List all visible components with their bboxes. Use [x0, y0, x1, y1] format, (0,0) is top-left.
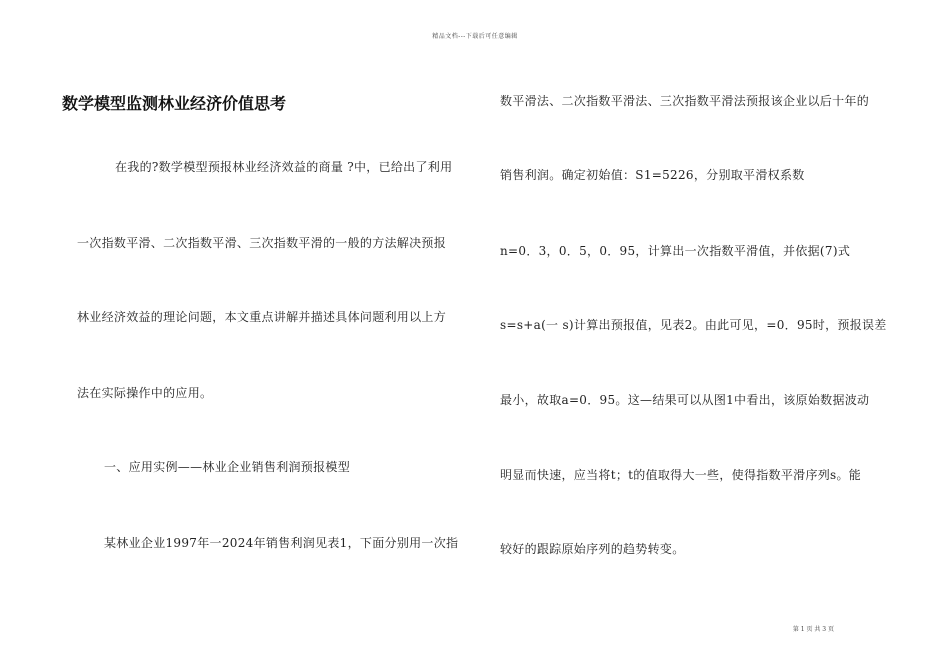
paragraph-line: 林业经济效益的理论问题，本文重点讲解并描述具体问题利用以上方	[77, 310, 447, 324]
paragraph-line: 法在实际操作中的应用。	[77, 386, 213, 400]
paragraph-line: 在我的?数学模型预报林业经济效益的商量 ?中，已给出了利用	[115, 160, 453, 174]
page-number: 第 1 页 共 3 页	[792, 626, 834, 633]
paragraph-line: 明显而快速，应当将t；t的值取得大一些，使得指数平滑序列s。能	[500, 468, 862, 482]
paragraph-line: 某林业企业1997年一2024年销售利润见表1，下面分别用一次指	[104, 536, 459, 550]
paragraph-line: 销售利润。确定初始值：S1=5226，分别取平滑权系数	[500, 168, 805, 182]
paragraph-line: 最小，故取a=0．95。这—结果可以从图1中看出，该原始数据波动	[500, 393, 870, 407]
header-note: 精品文档---下载后可任意编辑	[432, 33, 518, 40]
document-title: 数学模型监测林业经济价值思考	[62, 94, 287, 113]
paragraph-line: 数平滑法、二次指数平滑法、三次指数平滑法预报该企业以后十年的	[500, 94, 870, 108]
paragraph-line: n=0．3，0．5，0．95，计算出一次指数平滑值，并依据(7)式	[500, 244, 851, 258]
section-heading: 一、应用实例——林业企业销售利润预报模型	[104, 460, 351, 474]
paragraph-line: 一次指数平滑、二次指数平滑、三次指数平滑的一般的方法解决预报	[77, 236, 447, 250]
paragraph-line: 较好的跟踪原始序列的趋势转变。	[500, 542, 685, 556]
paragraph-line: s=s+a(一 s)计算出预报值，见表2。由此可见，=0．95时，预报误差	[500, 318, 887, 332]
